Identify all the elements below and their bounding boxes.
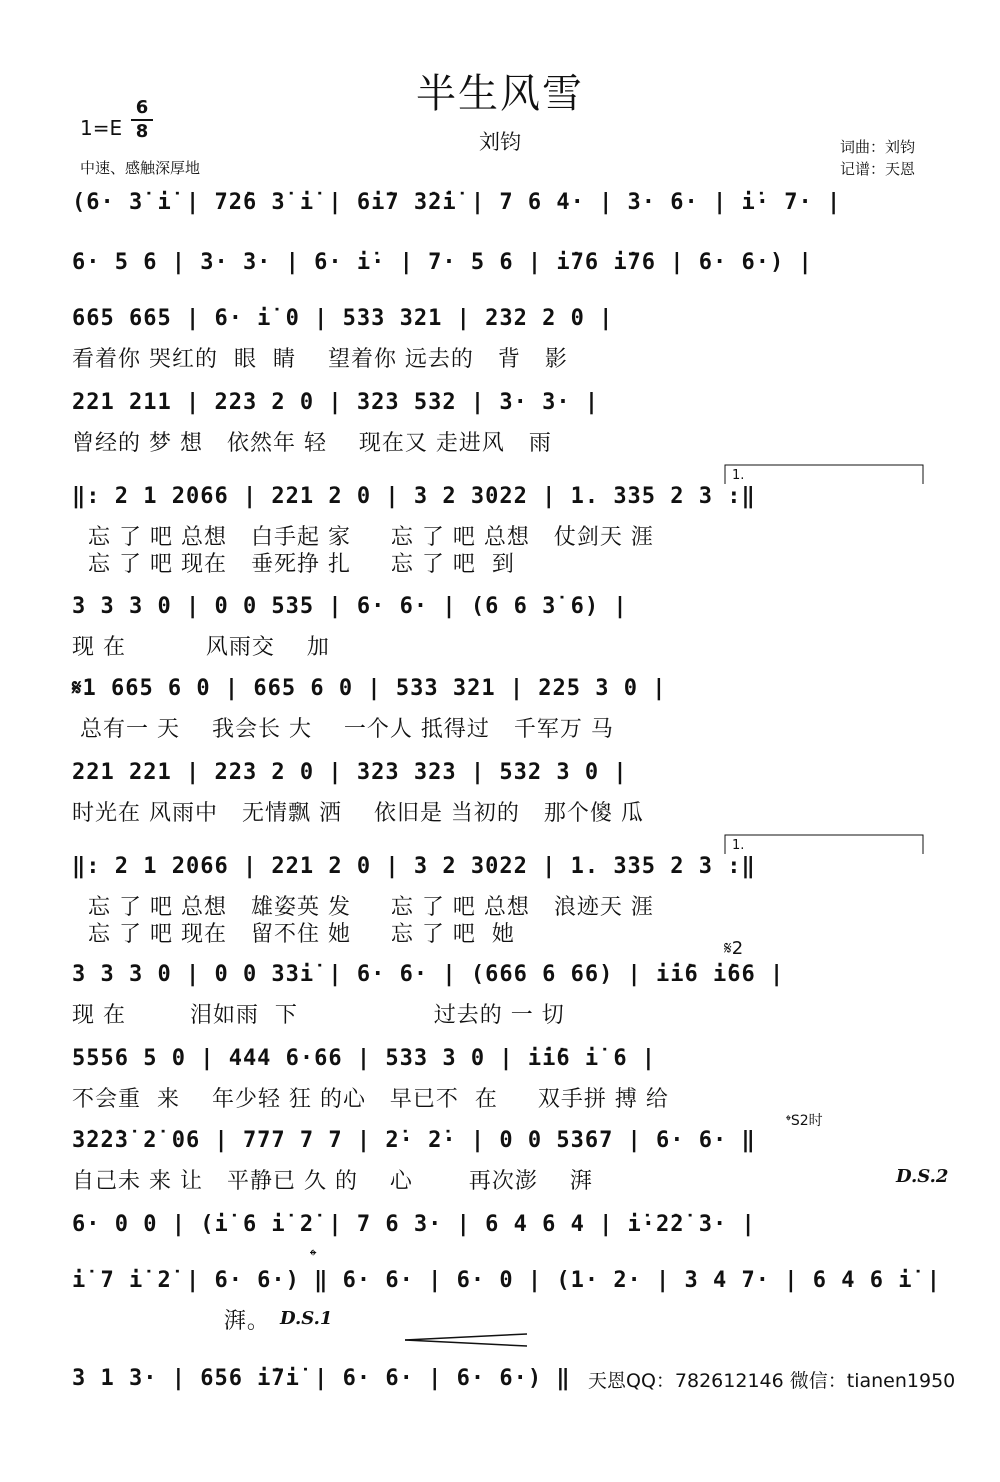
crescendo-hairpin-icon [405,1332,530,1348]
ds2-label: D.S.2 [896,1166,949,1187]
key-signature: 1=E [80,116,123,140]
lyrics-line-14: 湃。 [72,1309,270,1334]
page-title: 半生风雪 [416,71,584,117]
coda-symbol: 𝄌 [310,1246,317,1267]
tempo-marking: 中速、感触深厚地 [80,159,201,177]
time-signature-bottom: 8 [135,121,149,142]
first-ending-label-b: 1. [732,838,745,853]
score-line-15: 3 1 3· | 656 i̇7i̇ | 6· 6· | 6· 6·) ‖ [72,1366,571,1391]
score-line-9: ‖: 2 1 2066 | 221 2 0 | 3 2 3022 | 1. 335 2 3 :‖ [72,854,756,879]
lyrics-line-9b: 忘 了 吧 现在 留不住 她 忘 了 吧 她 [72,922,515,947]
lyrics-line-9: 忘 了 吧 总想 雄姿英 发 忘 了 吧 总想 浪迹天 涯 [72,895,654,920]
score-line-8: 221 221 | 223 2 0 | 323 323 | 532 3 0 | [72,760,628,785]
score-line-11: 5556 5 0 | 444 6·66 | 533 3 0 | i̇i̇6 i̇ 6 | [72,1046,657,1071]
lyrics-line-10: 现 在 泪如雨 下 过去的 一 切 [72,1003,565,1028]
score-line-10: 3 3 3 0 | 0 0 33i̇ | 6· 6· | (666 6 66) | i̇i̇6 i̇66 | [72,962,785,987]
bracket-line-a [725,465,923,484]
credit-lyrics: 词曲：刘钧 [840,138,916,156]
score-line-1: (6· 3̇ i̇ | 72̇6 3̇ i̇ | 6i̇7 3̇2̇i̇ | 7 6 4· | 3· 6· | i̇· 7· | [72,190,842,215]
score-line-6: 3 3 3 0 | 0 0 535 | 6· 6· | (6 6 3̇ 6) | [72,594,628,619]
score-line-13: 6· 0 0 | (i̇ 6 i̇ 2̇ | 7 6 3· | 6 4 6 4 | i̇·2̇2̇ 3· | [72,1212,756,1237]
bracket-line-b [725,835,923,854]
time-signature [131,98,153,142]
artist-name: 刘钧 [479,130,521,154]
score-line-4: 221 211 | 223 2 0 | 323 532 | 3· 3· | [72,390,600,415]
score-line-7: 𝄋1 665 6 0 | 665 6 0 | 533 321 | 225 3 0 | [72,676,667,701]
score-line-14: i̇ 7 i̇ 2̇ | 6· 6·) ‖ 6· 6· | 6· 0 | (1· 2· | 3 4 7· | 6 4 6 i̇ | [72,1268,941,1293]
lyrics-line-11: 不会重 来 年少轻 狂 的心 早已不 在 双手拼 搏 给 [72,1087,669,1112]
lyrics-line-3: 看着你 哭红的 眼 睛 望着你 远去的 背 影 [72,347,568,372]
ds1-label: D.S.1 [280,1308,333,1329]
lyrics-line-4: 曾经的 梦 想 依然年 轻 现在又 走进风 雨 [72,431,552,456]
score-line-5: ‖: 2 1 2066 | 221 2 0 | 3 2 3022 | 1. 335 2 3 :‖ [72,484,756,509]
credits [840,136,915,180]
segno-2-label: 𝄋2 [724,938,744,959]
credit-score: 记谱：天恩 [840,160,916,178]
first-ending-label-a: 1. [732,468,745,483]
first-ending-bracket-b [724,834,924,854]
lyrics-line-6: 现 在 风雨交 加 [72,635,330,660]
hairpin-upper [405,1334,527,1340]
lyrics-line-5b: 忘 了 吧 现在 垂死挣 扎 忘 了 吧 到 [72,552,515,577]
coda-s2-label: 𝄌S2时 [786,1113,823,1129]
hairpin-lower [405,1340,527,1346]
lyrics-line-7: 总有一 天 我会长 大 一个人 抵得过 千军万 马 [72,717,614,742]
first-ending-bracket-a [724,464,924,484]
score-line-3: 665 665 | 6· i̇ 0 | 533 321 | 232 2 0 | [72,306,614,331]
lyrics-line-12: 自己未 来 让 平静已 久 的 心 再次澎 湃 [72,1169,593,1194]
lyrics-line-5: 忘 了 吧 总想 白手起 家 忘 了 吧 总想 仗剑天 涯 [72,525,654,550]
score-line-2: 6· 5 6 | 3· 3· | 6· i̇· | 7· 5 6 | i̇76 i̇76 | 6· 6·) | [72,250,813,275]
footer-contact: 天恩QQ：782612146 微信：tianen1950 [588,1370,956,1392]
time-signature-top: 6 [135,97,149,118]
lyrics-line-8: 时光在 风雨中 无情飘 洒 依旧是 当初的 那个傻 瓜 [72,801,644,826]
score-line-12: 3̇2̇2̇3̇ 2̇ 06 | 777 7 7 | 2̇· 2̇· | 0 0 5367 | 6· 6· ‖ [72,1128,756,1153]
